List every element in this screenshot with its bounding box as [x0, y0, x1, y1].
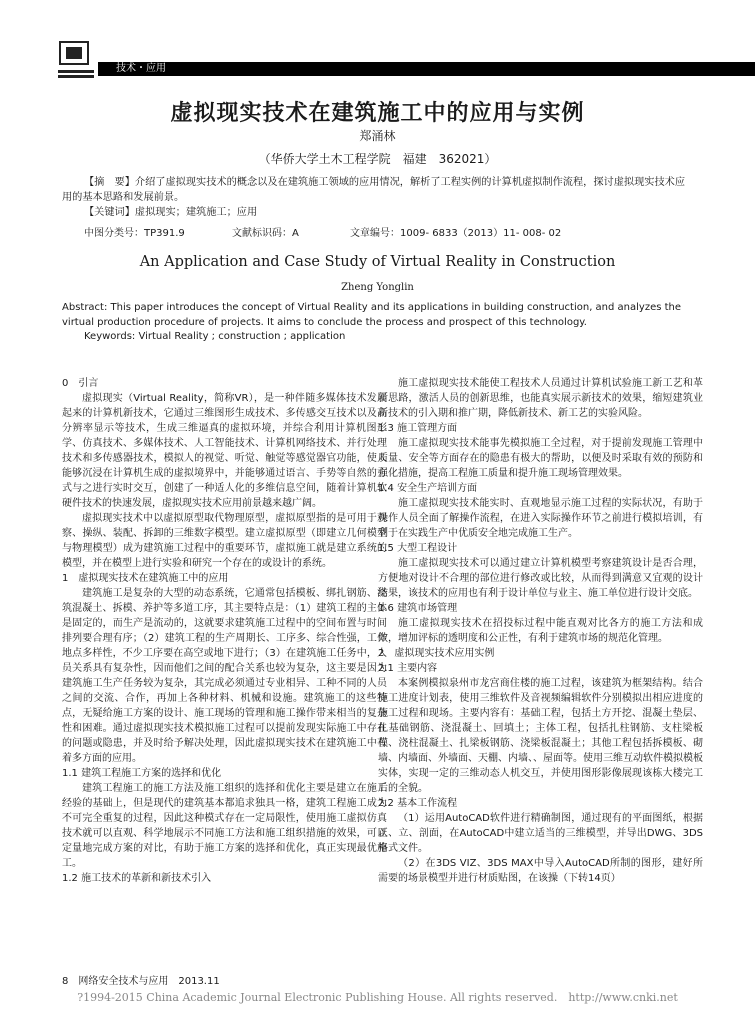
abstract-cn: 【摘 要】介绍了虚拟现实技术的概念以及在建筑施工领域的应用情况，解析了工程实例的计算机虚拟制作流程，探讨虚拟现实技术应用的基本思路和发展前景。	[62, 177, 686, 203]
body-paragraph: 建筑施工是复杂的大型的动态系统，它通常包括模板、绑扎钢筋、浇筑混凝土、拆模、养护等多道工序，其主要特点是：（1）建筑工程的主体是固定的，而生产是流动的，这就要求建筑施工过程中的空间布置与时间排列要合理有序；（2）建筑工程的生产周期长、工序多、综合性强，工作地点多样性，不少工序要在高空或地下进行；（3）在建筑施工任务中，人员关系具有复杂性，因而他们之间的配合关系也较为复杂，这主要是因为建筑施工生产任务较为复杂，其完成必须通过专业相异、工种不同的人员之间的交流、合作，再加上各种材料、机械和设施。建筑施工的这些特点，无疑给施工方案的设计、施工现场的管理和施工操作带来相当的复杂性和困难。通过虚拟现实技术模拟施工过程可以提前发现实际施工中存在的问题或隐患，并及时给予解决处理，因此虚拟现实技术在建筑施工中有着多方面的应用。	[62, 588, 387, 764]
affiliation-cn: （华侨大学土木工程学院 福建 362021）	[258, 152, 497, 166]
body-paragraph: 施工虚拟现实技术能使工程技术人员通过计算机试验施工新工艺和革新思路，激活人员的创新思维，也能真实展示新技术的效果，缩短建筑业新技术的引入期和推广期，降低新技术、新工艺的实验风险。	[378, 378, 703, 419]
clc-number: 中图分类号：TP391.9	[84, 228, 185, 239]
section-heading: 2 虚拟现实技术应用实例	[378, 648, 495, 659]
body-paragraph: 施工虚拟现实技术能事先模拟施工全过程，对于提前发现施工管理中质量、安全等方面存在的隐患有极大的帮助，以便及时采取有效的预防和强化措施，提高工程施工质量和提升施工现场管理效果。	[378, 438, 703, 479]
author-en: Zheng Yonglin	[341, 282, 414, 293]
keywords-cn: 【关键词】虚拟现实；建筑施工；应用	[84, 207, 258, 218]
page-footer: 8 网络安全技术与应用 2013.11	[62, 976, 220, 987]
body-column-left	[62, 376, 387, 886]
section-heading: 1.2 施工技术的革新和新技术引入	[62, 873, 212, 884]
section-heading: 1.1 建筑工程施工方案的选择和优化	[62, 768, 222, 779]
author-cn: 郑涌林	[359, 129, 396, 143]
body-paragraph: 施工虚拟现实技术在招投标过程中能直观对比各方的施工方法和成效，增加评标的透明度和公正性，有利于建筑市场的规范化管理。	[378, 618, 703, 644]
section-heading: 1.4 安全生产培训方面	[378, 483, 478, 494]
title-cn: 虚拟现实技术在建筑施工中的应用与实例	[170, 101, 585, 126]
journal-logo	[58, 40, 94, 80]
section-heading: 1.6 建筑市场管理	[378, 603, 458, 614]
body-paragraph: 施工虚拟现实技术可以通过建立计算机模型考察建筑设计是否合理，方便地对设计不合理的部位进行修改或比较，从而得到满意又宜观的设计结果，该技术的应用也有利于设计单位与业主、施工单位进行设计交底。	[378, 558, 703, 599]
keywords-en: Keywords: Virtual Reality ; construction ; application	[84, 331, 346, 342]
section-heading: 1.3 施工管理方面	[378, 423, 458, 434]
body-column-right	[378, 376, 703, 886]
abstract-en: Abstract: This paper introduces the concept of Virtual Reality and its applications in building construction, and analyzes the virtual production procedure of projects. It aims to conclude the process and prospect of this technology.	[62, 302, 682, 328]
body-paragraph: 虚拟现实（Virtual Reality，简称VR），是一种伴随多媒体技术发展起来的计算机新技术，它通过三维图形生成技术、多传感交互技术以及高分辨率显示等技术，生成三维逼真的虚拟环境，并综合利用计算机图形学、仿真技术、多媒体技术、人工智能技术、计算机网络技术、并行处理技术和多传感器技术，模拟人的视觉、听觉、触觉等感觉器官功能，使人能够沉浸在计算机生成的虚拟境界中，并能够通过语言、手势等自然的方式与之进行实时交互，创建了一种适人化的多维信息空间，随着计算机软硬件技术的快速发展，虚拟现实技术应用前景越来越广阔。	[62, 393, 387, 509]
section-heading: 0 引言	[62, 378, 99, 389]
section-heading: 2.1 主要内容	[378, 663, 438, 674]
body-paragraph: （2）在3DS VIZ、3DS MAX中导入AutoCAD所制的图形，建好所需要的场景模型并进行材质贴图，在该操（下转14页）	[378, 858, 703, 884]
doc-code: 文献标识码：A	[232, 228, 299, 239]
section-header-band	[98, 62, 755, 76]
body-paragraph: 本案例模拟泉州市龙宫商住楼的施工过程，该建筑为框架结构。结合施工进度计划表，使用三维软件及音视频编辑软件分别模拟出相应进度的施工过程和现场。主要内容有：基础工程，包括土方开挖、混凝土垫层、扎基础钢筋、浇混凝土、回填土；主体工程，包括扎柱钢筋、支柱梁板模、浇柱混凝土、扎梁板钢筋、浇梁板混凝土；其他工程包括拆模板、砌墙、内墙面、外墙面、天棚、内墙、、屋面等。使用三维互动软件模拟模板实体，实现一定的三维动态人机交互，并使用图形影像展现该栋大楼完工后的全貌。	[378, 678, 703, 794]
section-heading: 1.5 大型工程设计	[378, 543, 458, 554]
section-heading: 2.2 基本工作流程	[378, 798, 458, 809]
abstract-cn-block	[62, 175, 692, 220]
body-paragraph: 建筑工程施工的施工方法及施工组织的选择和优化主要是建立在施工经验的基础上，但是现代的建筑基本都追求独具一格，建筑工程施工成为不可完全重复的过程，因此这种模式存在一定局限性，使用施工虚拟仿真技术就可以直观、科学地展示不同施工方法和施工组织措施的效果，可以定量地完成方案的对比，有助于施工方案的选择和优化，真正实现最优施工。	[62, 783, 387, 869]
body-paragraph: 虚拟现实技术中以虚拟原型取代物理原型，虚拟原型指的是可用于观察、操纵、装配、拆卸的三维数字模型。建立虚拟原型（即建立几何模型与物理模型）成为建筑施工过程中的重要环节，虚拟施工就是建立系统的模型，并在模型上进行实验和研究一个存在的或设计的系统。	[62, 513, 387, 569]
section-label: 技术・应用	[116, 63, 166, 74]
body-paragraph: （1）运用AutoCAD软件进行精确制图，通过现有的平面图纸，根据正、立、剖面，在AutoCAD中建立适当的三维模型，并导出DWG、3DS格式文件。	[378, 813, 703, 854]
copyright-watermark: ?1994-2015 China Academic Journal Electronic Publishing House. All rights reserved. http://www.cnki.net	[77, 991, 678, 1004]
article-number: 文章编号：1009- 6833（2013）11- 008- 02	[350, 228, 562, 239]
title-en: An Application and Case Study of Virtual Reality in Construction	[139, 254, 616, 270]
body-paragraph: 施工虚拟现实技术能实时、直观地显示施工过程的实际状况，有助于操作人员全面了解操作流程，在进入实际操作环节之前进行模拟培训，有利于在实践生产中优质安全地完成施工生产。	[378, 498, 703, 539]
section-heading: 1 虚拟现实技术在建筑施工中的应用	[62, 573, 229, 584]
abstract-en-block	[62, 301, 692, 345]
